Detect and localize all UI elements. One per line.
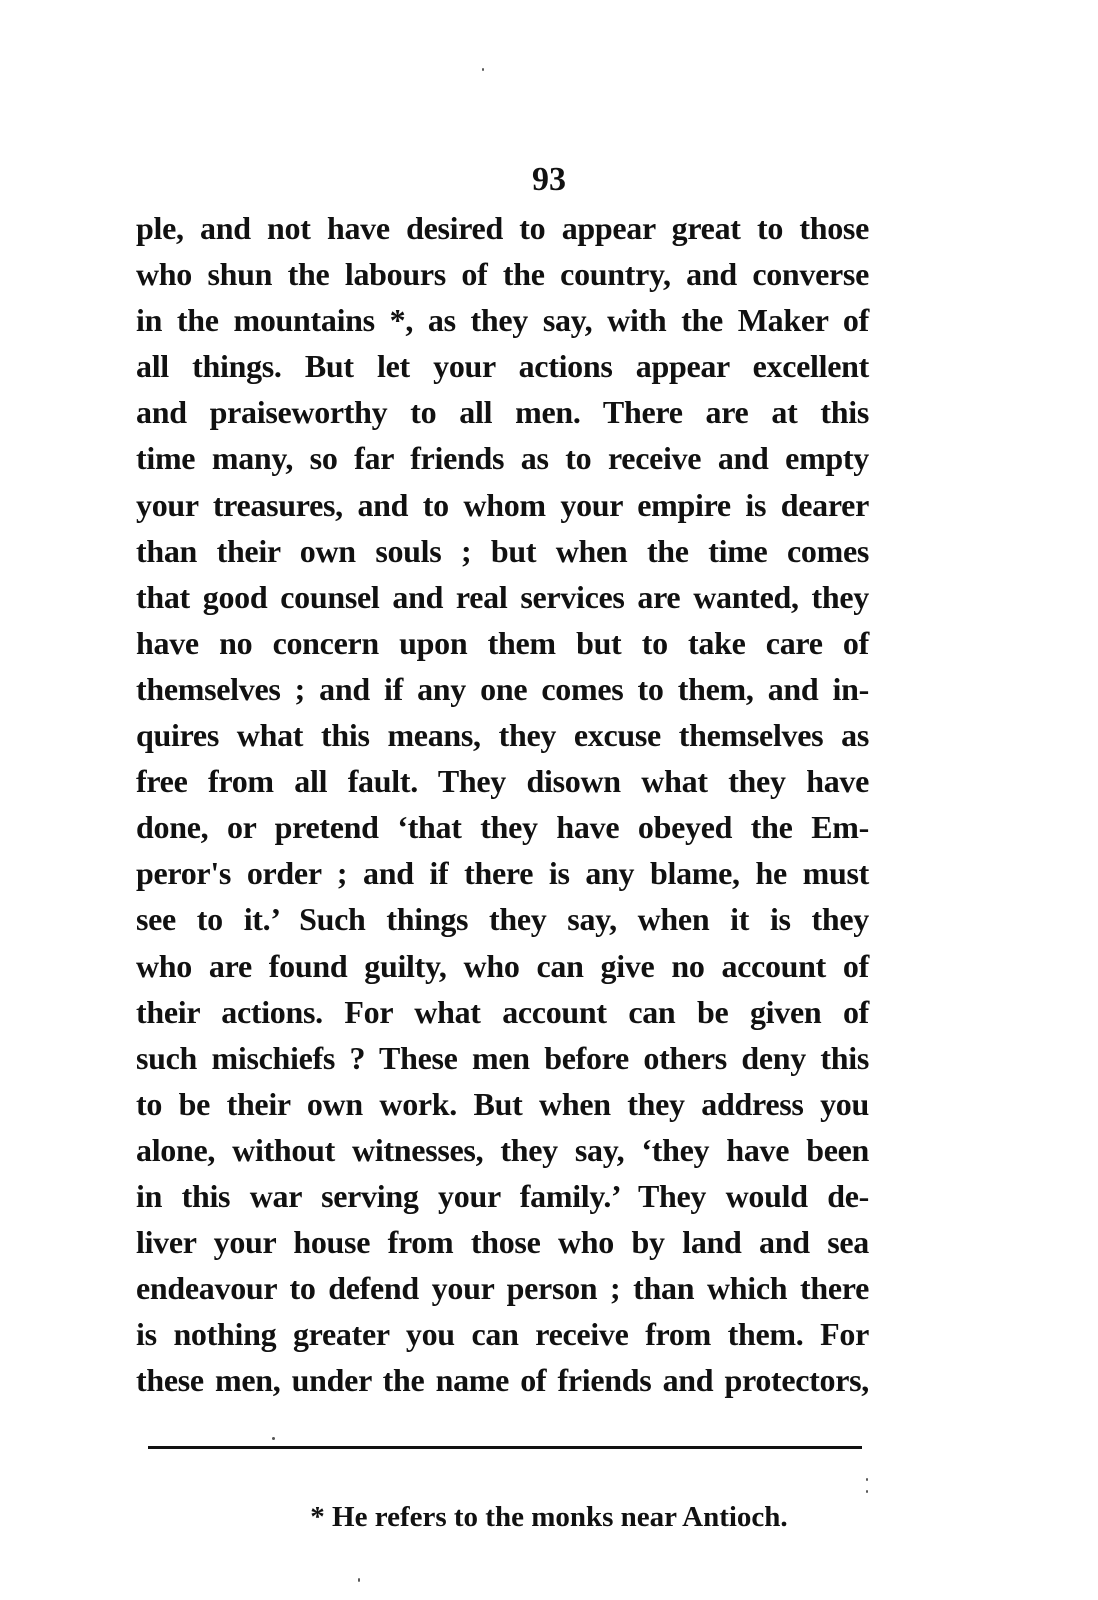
text-line: who shun the labours of the country, and converse bbox=[136, 256, 869, 293]
footnote-rule bbox=[148, 1446, 862, 1449]
text-line: peror's order ; and if there is any blame, he must bbox=[136, 855, 869, 892]
text-line: their actions. For what account can be given of bbox=[136, 993, 869, 1030]
paper-speck bbox=[358, 1578, 360, 1582]
text-line: have no concern upon them but to take care of bbox=[136, 624, 869, 661]
paper-speck bbox=[866, 1490, 868, 1493]
text-line: in this war serving your family.’ They would de- bbox=[136, 1177, 869, 1214]
text-line: is nothing greater you can receive from them. For bbox=[136, 1316, 869, 1353]
text-line: themselves ; and if any one comes to them, and in- bbox=[136, 670, 869, 707]
text-line: endeavour to defend your person ; than which there bbox=[136, 1270, 869, 1307]
text-line: done, or pretend ‘that they have obeyed the Em- bbox=[136, 809, 869, 846]
text-line: time many, so far friends as to receive and empty bbox=[136, 440, 869, 477]
text-line: who are found guilty, who can give no account of bbox=[136, 947, 869, 984]
text-line: these men, under the name of friends and protectors, bbox=[136, 1362, 869, 1399]
text-line: that good counsel and real services are wanted, they bbox=[136, 578, 869, 615]
text-line: quires what this means, they excuse themselves as bbox=[136, 717, 869, 754]
text-line: in the mountains *, as they say, with the Maker of bbox=[136, 302, 869, 339]
paper-speck bbox=[482, 68, 484, 71]
paper-speck bbox=[866, 1478, 868, 1481]
text-line: free from all fault. They disown what they have bbox=[136, 763, 869, 800]
text-line: ple, and not have desired to appear great to those bbox=[136, 210, 869, 246]
body-text bbox=[136, 205, 869, 1403]
text-line: and praiseworthy to all men. There are at this bbox=[136, 394, 869, 431]
text-line: to be their own work. But when they address you bbox=[136, 1085, 869, 1122]
text-line: all things. But let your actions appear excellent bbox=[136, 348, 869, 385]
paper-speck bbox=[272, 1437, 275, 1440]
text-line: alone, without witnesses, they say, ‘they have been bbox=[136, 1131, 869, 1168]
text-line: than their own souls ; but when the time comes bbox=[136, 532, 869, 569]
text-line: your treasures, and to whom your empire is dearer bbox=[136, 486, 869, 523]
text-line: such mischiefs ? These men before others deny this bbox=[136, 1039, 869, 1076]
footnote: * He refers to the monks near Antioch. bbox=[310, 1501, 788, 1533]
text-line: liver your house from those who by land and sea bbox=[136, 1224, 869, 1261]
text-line: see to it.’ Such things they say, when it is they bbox=[136, 901, 869, 938]
page-number: 93 bbox=[532, 161, 566, 198]
